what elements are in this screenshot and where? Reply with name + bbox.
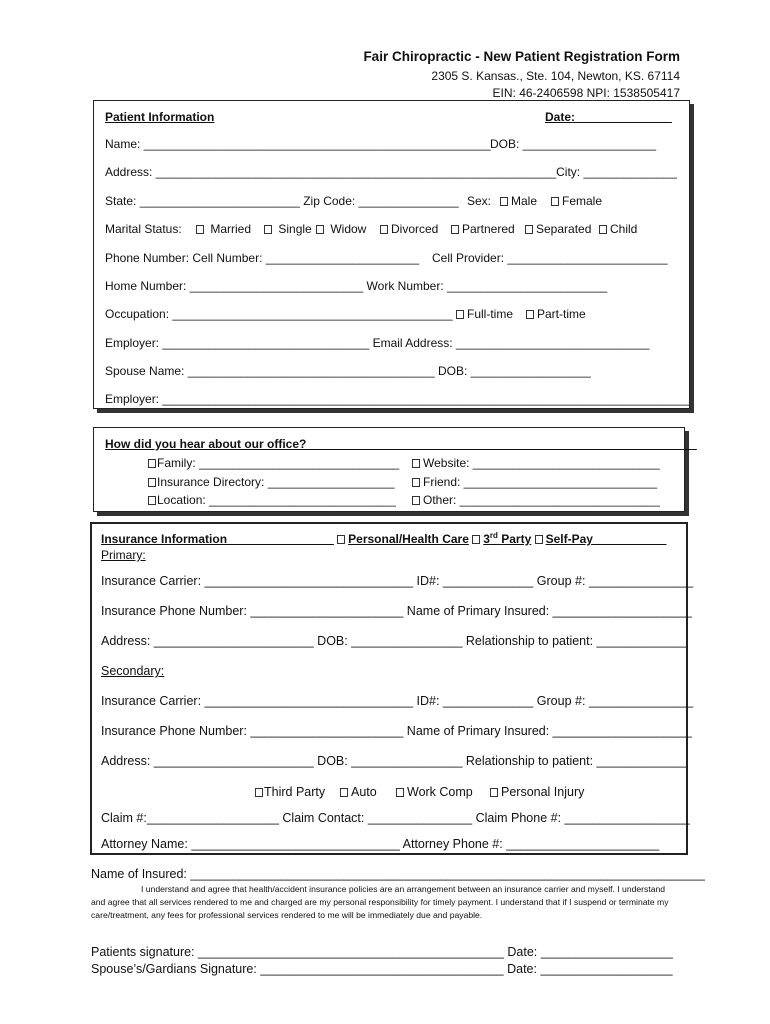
claim-personal-injury[interactable] <box>490 785 584 800</box>
third-num: 3 <box>483 532 490 546</box>
insurance-opt-self-label: Self-Pay <box>545 532 593 546</box>
claim-fields[interactable]: Claim #:___________________ Claim Contact: _______________ Claim Phone #: __________________ <box>101 811 690 825</box>
insurance-heading: Insurance Information <box>101 532 228 546</box>
checkbox-icon[interactable] <box>340 788 348 797</box>
attorney-fields[interactable]: Attorney Name: ______________________________ Attorney Phone #: ______________________ <box>101 837 660 851</box>
patient-dob-field[interactable]: DOB: ____________________ <box>490 137 657 151</box>
patient-info-heading: Patient Information <box>105 110 215 124</box>
primary-label: Primary: <box>101 548 146 562</box>
marital-partnered-label: Partnered <box>462 222 515 236</box>
third-rest: Party <box>501 532 532 546</box>
checkbox-icon[interactable] <box>472 535 480 544</box>
cell-provider-field[interactable]: Cell Provider: ________________________ <box>432 251 668 265</box>
marital-separated-label: Separated <box>536 222 592 236</box>
primary-address-field[interactable]: Address: _______________________ DOB: ________________ Relationship to patient: _____________ <box>101 634 687 648</box>
home-work-number-field[interactable]: Home Number: __________________________ Work Number: ________________________ <box>105 279 608 293</box>
part-time-option[interactable] <box>526 307 586 321</box>
spouse-name-dob-field[interactable]: Spouse Name: _____________________________________ DOB: __________________ <box>105 364 591 378</box>
insurance-heading-row <box>101 529 666 546</box>
checkbox-icon[interactable] <box>599 225 607 234</box>
insurance-opt-personal[interactable] <box>337 532 469 546</box>
checkbox-icon[interactable] <box>148 478 156 487</box>
referral-friend-label: Friend: _____________________________ <box>423 475 658 489</box>
claim-personal-injury-label: Personal Injury <box>501 785 585 799</box>
referral-other-label: Other: ______________________________ <box>423 493 660 507</box>
phone-cell-field[interactable]: Phone Number: Cell Number: _______________________ <box>105 251 420 265</box>
secondary-label: Secondary: <box>101 664 165 678</box>
claim-auto-label: Auto <box>351 785 377 799</box>
claim-third-party-label: Third Party <box>264 785 326 799</box>
checkbox-icon[interactable] <box>396 788 404 797</box>
checkbox-icon[interactable] <box>380 225 388 234</box>
spouse-signature-field[interactable]: Spouse’s/Gardians Signature: ___________________________________ Date: ___________________ <box>91 962 673 976</box>
part-time-label: Part-time <box>537 307 586 321</box>
checkbox-icon[interactable] <box>337 535 345 544</box>
checkbox-icon[interactable] <box>316 225 324 234</box>
secondary-carrier-field[interactable]: Insurance Carrier: ______________________________ ID#: _____________ Group #: _______________ <box>101 694 694 708</box>
third-sup: rd <box>489 531 498 540</box>
patient-name-field[interactable]: Name: ____________________________________________________ <box>105 137 491 151</box>
insurance-heading-fill: ________________ <box>227 532 334 546</box>
marital-status-label: Marital Status: <box>105 222 182 236</box>
checkbox-icon[interactable] <box>525 225 533 234</box>
marital-single[interactable] <box>264 222 312 236</box>
employer-email-field[interactable]: Employer: _______________________________ Email Address: _____________________________ <box>105 336 650 350</box>
marital-child-label: Child <box>610 222 638 236</box>
occupation-field[interactable]: Occupation: __________________________________________ <box>105 307 453 321</box>
insurance-opt-self[interactable] <box>535 532 667 546</box>
checkbox-icon[interactable] <box>412 478 420 487</box>
referral-location[interactable] <box>148 493 396 507</box>
checkbox-icon[interactable] <box>148 496 156 505</box>
checkbox-icon[interactable] <box>412 496 420 505</box>
secondary-phone-field[interactable]: Insurance Phone Number: ______________________ Name of Primary Insured: ____________________ <box>101 724 692 738</box>
referral-family[interactable] <box>148 456 399 470</box>
checkbox-icon[interactable] <box>551 197 559 206</box>
marital-separated[interactable] <box>525 222 591 236</box>
referral-other[interactable] <box>412 493 660 507</box>
marital-divorced-label: Divorced <box>391 222 439 236</box>
checkbox-icon[interactable] <box>535 535 543 544</box>
patient-state-zip-field[interactable]: State: ________________________ Zip Code: _______________ <box>105 194 459 208</box>
checkbox-icon[interactable] <box>500 197 508 206</box>
full-time-label: Full-time <box>467 307 514 321</box>
sex-male-label: Male <box>511 194 538 208</box>
referral-heading: How did you hear about our office? __________________________________________________________ <box>105 437 697 451</box>
checkbox-icon[interactable] <box>148 459 156 468</box>
clinic-address: 2305 S. Kansas., Ste. 104, Newton, KS. 67114 <box>431 69 680 83</box>
insurance-opt-self-fill: ___________ <box>592 532 667 546</box>
claim-work-comp-label: Work Comp <box>407 785 473 799</box>
checkbox-icon[interactable] <box>196 225 204 234</box>
checkbox-icon[interactable] <box>264 225 272 234</box>
patient-address-field[interactable]: Address: ____________________________________________________________City: ______________ <box>105 165 677 179</box>
claim-auto[interactable] <box>340 785 377 800</box>
referral-location-label: Location: ____________________________ <box>157 493 396 507</box>
marital-widow[interactable] <box>316 222 366 236</box>
marital-single-label: Single <box>278 222 312 236</box>
checkbox-icon[interactable] <box>456 310 464 319</box>
referral-family-label: Family: ______________________________ <box>157 456 400 470</box>
checkbox-icon[interactable] <box>526 310 534 319</box>
patient-signature-field[interactable]: Patients signature: ____________________________________________ Date: ___________________ <box>91 945 673 959</box>
marital-married[interactable] <box>196 222 251 236</box>
checkbox-icon[interactable] <box>451 225 459 234</box>
sex-female-option[interactable] <box>551 194 602 208</box>
insurance-opt-personal-label: Personal/Health Care <box>348 532 469 546</box>
claim-third-party[interactable] <box>255 785 325 800</box>
full-time-option[interactable] <box>456 307 513 321</box>
form-title: Fair Chiropractic - New Patient Registration Form <box>363 49 680 64</box>
marital-divorced[interactable] <box>380 222 438 236</box>
secondary-address-field[interactable]: Address: _______________________ DOB: ________________ Relationship to patient: _____________ <box>101 754 687 768</box>
insurance-opt-third[interactable] <box>472 532 531 546</box>
agreement-text: I understand and agree that health/accident insurance policies are an arrangement between an insurance carrier and myself. I understand and agree that all services rendered to me and charged are my personal responsibility for timely payment. I understand that if I suspend or terminate my care/treatment, any fees for professional services rendered to me will be immediately due and payable. <box>91 884 669 920</box>
claim-work-comp[interactable] <box>396 785 473 800</box>
marital-widow-label: Widow <box>330 222 367 236</box>
patient-date-field[interactable]: Date: ______________ <box>545 110 672 124</box>
marital-child[interactable] <box>599 222 637 236</box>
sex-label: Sex: <box>467 194 492 208</box>
referral-website-label: Website: ____________________________ <box>423 456 660 470</box>
spouse-employer-field[interactable]: Employer: _______________________________________________________________________________ <box>105 392 690 406</box>
referral-directory[interactable] <box>148 475 395 489</box>
sex-male-option[interactable] <box>500 194 537 208</box>
marital-partnered[interactable] <box>451 222 515 236</box>
checkbox-icon[interactable] <box>490 788 498 797</box>
primary-phone-field[interactable]: Insurance Phone Number: ______________________ Name of Primary Insured: ____________________ <box>101 604 692 618</box>
clinic-ein-npi: EIN: 46-2406598 NPI: 1538505417 <box>492 86 680 100</box>
referral-website[interactable] <box>412 456 660 470</box>
referral-friend[interactable] <box>412 475 657 489</box>
primary-carrier-field[interactable]: Insurance Carrier: ______________________________ ID#: _____________ Group #: _______________ <box>101 574 694 588</box>
referral-directory-label: Insurance Directory: ___________________ <box>157 475 395 489</box>
checkbox-icon[interactable] <box>412 459 420 468</box>
marital-married-label: Married <box>210 222 252 236</box>
insurance-section <box>90 522 688 855</box>
sex-female-label: Female <box>562 194 603 208</box>
checkbox-icon[interactable] <box>255 788 263 797</box>
name-of-insured-field[interactable]: Name of Insured: __________________________________________________________________________ <box>91 867 705 881</box>
